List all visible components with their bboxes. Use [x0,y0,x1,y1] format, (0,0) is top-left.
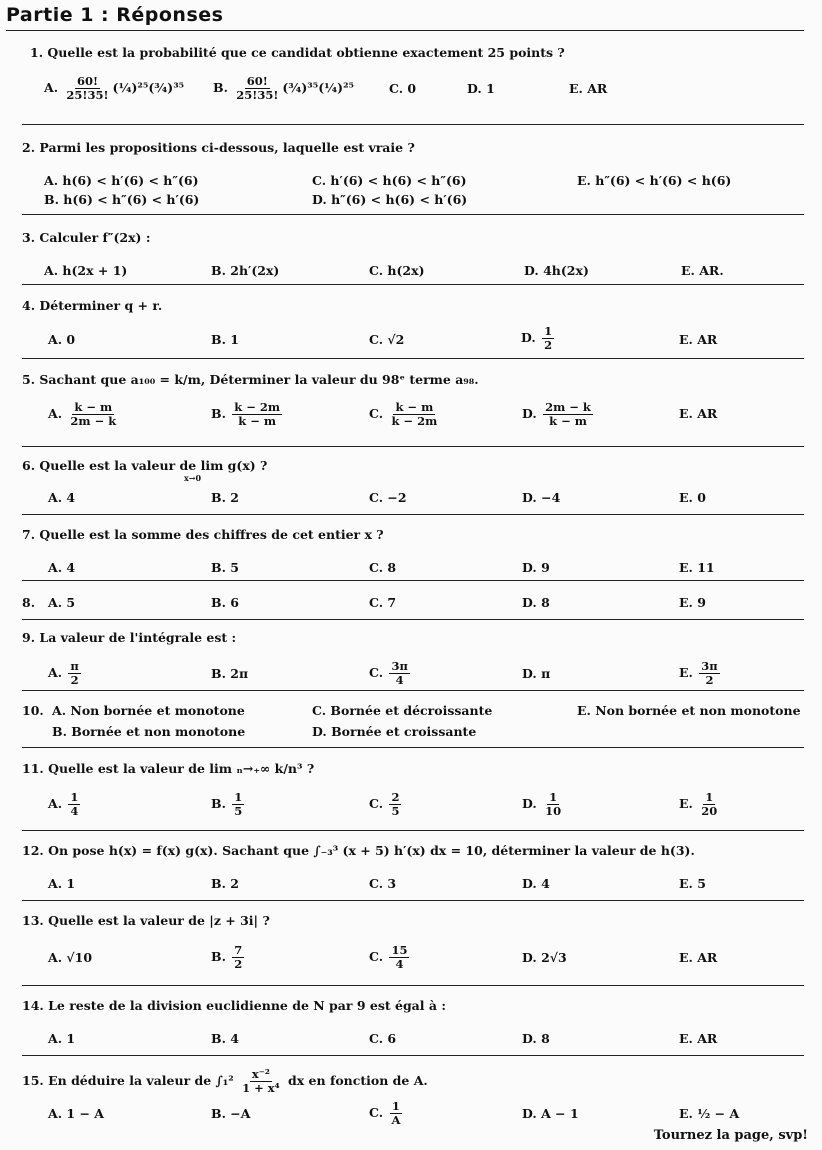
q2-option-a: A. h(6) < h′(6) < h″(6) [44,173,199,188]
q1-option-d: D. 1 [467,81,495,96]
q11-option-c [369,791,403,818]
q11-b-den: 5 [234,804,243,819]
divider [22,580,804,581]
page-title: Partie 1 : Réponses [6,4,224,26]
question-7-text: 7. Quelle est la somme des chiffres de cet entier x ? [22,527,384,542]
question-15-text [22,1068,428,1095]
q1-b-den: 25!35! [236,88,279,103]
q5-d-num: 2m − k [545,400,591,414]
q6-option-c: C. −2 [369,490,407,505]
q4-option-a: A. 0 [48,332,76,347]
q13-b-den: 2 [234,957,243,972]
q9-a-num: π [70,659,79,673]
q5-d-label: D. [522,406,537,422]
q6-lim-sub: x→0 [184,473,202,483]
q9-a-fraction [68,660,80,687]
q5-c-den: k − 2m [391,414,438,429]
q7-option-b: B. 5 [211,560,239,575]
divider [22,446,804,447]
divider [22,358,804,359]
q9-c-label: C. [369,665,384,681]
q5-a-den: 2m − k [70,414,117,429]
question-6-text [22,458,268,483]
q11-option-b [211,791,246,818]
q15-int-num: x⁻² [251,1067,270,1081]
divider [22,985,804,986]
q8-option-b: B. 6 [211,595,239,610]
q13-b-fraction [232,944,244,971]
question-5-text: 5. Sachant que a₁₀₀ = k/m, Déterminer la valeur du 98ᵉ terme a₉₈. [22,372,479,387]
q8-option-d: D. 8 [522,595,550,610]
q1-b-fraction [234,75,280,102]
question-11-text: 11. Quelle est la valeur de lim ₙ→₊∞ k/n³ ? [22,761,315,776]
q10-option-b: B. Bornée et non monotone [52,724,246,739]
q15-integrand [240,1068,282,1095]
q10-option-a: A. Non bornée et monotone [52,703,245,718]
q5-option-e: E. AR [679,406,718,421]
q14-option-d: D. 8 [522,1031,550,1046]
q2-option-e: E. h″(6) < h′(6) < h(6) [577,173,732,188]
q12-option-e: E. 5 [679,876,706,891]
divider [22,214,804,215]
divider [22,830,804,831]
q11-e-fraction [699,791,719,818]
q1-b-powers: (¾)³⁵(¼)²⁵ [282,80,355,96]
q6-option-a: A. 4 [48,490,76,505]
q7-option-e: E. 11 [679,560,715,575]
q13-c-fraction [389,944,409,971]
q13-option-e: E. AR [679,950,718,965]
q4-d-den: 2 [544,338,553,353]
q5-option-d [522,401,595,428]
q13-b-num: 7 [234,943,243,957]
q5-c-label: C. [369,406,384,422]
q4-option-c: C. √2 [369,332,405,347]
q9-option-a [48,660,83,687]
q2-option-d: D. h″(6) < h(6) < h′(6) [312,192,468,207]
q11-d-den: 10 [545,804,562,819]
divider [22,900,804,901]
q3-option-b: B. 2h′(2x) [211,263,280,278]
q1-option-c: C. 0 [389,81,417,96]
q11-c-num: 2 [391,790,400,804]
q11-e-num: 1 [705,790,714,804]
q8-number: 8. [22,595,36,610]
q9-e-label: E. [679,665,693,681]
question-4-text: 4. Déterminer q + r. [22,298,163,313]
question-12-text: 12. On pose h(x) = f(x) g(x). Sachant que ∫₋₃³ (x + 5) h′(x) dx = 10, déterminer la valeur de h(3). [22,843,695,858]
q5-d-fraction [543,401,593,428]
q9-c-fraction [389,660,409,687]
q5-option-c [369,401,441,428]
q9-option-e [679,660,722,687]
divider [22,284,804,285]
q2-option-c: C. h′(6) < h(6) < h″(6) [312,173,467,188]
q14-option-e: E. AR [679,1031,718,1046]
q1-b-label: B. [213,80,228,96]
q8-option-c: C. 7 [369,595,397,610]
q9-c-den: 4 [395,673,404,688]
q9-c-num: 3π [391,659,408,673]
q5-b-fraction [232,401,282,428]
q9-option-d: D. π [522,666,551,681]
q5-c-num: k − m [395,400,434,414]
q6-option-b: B. 2 [211,490,239,505]
q15-int-den: 1 + x⁴ [242,1081,280,1096]
q11-a-num: 1 [70,790,79,804]
q4-option-b: B. 1 [211,332,239,347]
q8-option-e: E. 9 [679,595,706,610]
q11-d-label: D. [522,796,537,812]
q10-option-d: D. Bornée et croissante [312,724,477,739]
q15-option-a: A. 1 − A [48,1106,104,1121]
q15-text-pre: 15. En déduire la valeur de ∫₁² [22,1073,234,1089]
q1-b-num: 60! [246,74,268,88]
q4-option-d [521,325,556,352]
q9-option-b: B. 2π [211,666,249,681]
question-13-text: 13. Quelle est la valeur de |z + 3i| ? [22,913,270,928]
question-14-text: 14. Le reste de la division euclidienne de N par 9 est égal à : [22,998,446,1013]
q6-text-main: 6. Quelle est la valeur de lim g(x) ? [22,458,268,473]
q15-option-d: D. A − 1 [522,1106,579,1121]
q13-b-label: B. [211,949,226,965]
q6-option-d: D. −4 [522,490,561,505]
divider [22,747,804,748]
q10-option-e: E. Non bornée et non monotone [577,703,801,718]
q11-a-label: A. [48,796,63,812]
q11-option-a [48,791,82,818]
q1-option-e: E. AR [569,81,608,96]
q1-a-label: A. [44,80,59,96]
q1-a-fraction [64,75,110,102]
q15-option-e: E. ½ − A [679,1106,740,1121]
q13-c-label: C. [369,949,384,965]
q15-c-num: 1 [391,1099,400,1113]
divider [6,30,804,31]
q13-option-a: A. √10 [48,950,93,965]
q7-option-d: D. 9 [522,560,550,575]
q11-a-den: 4 [70,804,79,819]
q11-b-fraction [232,791,244,818]
q10-number: 10. [22,703,44,718]
q14-option-b: B. 4 [211,1031,239,1046]
q4-d-fraction [542,325,554,352]
q12-option-c: C. 3 [369,876,397,891]
q11-d-fraction [543,791,563,818]
q5-b-label: B. [211,406,226,422]
question-9-text: 9. La valeur de l'intégrale est : [22,630,237,645]
q11-e-label: E. [679,796,693,812]
q15-text-post: dx en fonction de A. [288,1073,428,1089]
q15-c-fraction [389,1100,402,1127]
q3-option-a: A. h(2x + 1) [44,263,128,278]
q11-option-d [522,791,565,818]
q11-a-fraction [68,791,80,818]
question-2-text: 2. Parmi les propositions ci-dessous, laquelle est vraie ? [22,140,415,155]
q9-e-den: 2 [705,673,714,688]
q2-option-b: B. h(6) < h″(6) < h′(6) [44,192,200,207]
q12-option-a: A. 1 [48,876,76,891]
q11-b-label: B. [211,796,226,812]
q12-option-b: B. 2 [211,876,239,891]
q11-c-den: 5 [391,804,400,819]
question-3-text: 3. Calculer f″(2x) : [22,230,151,245]
q5-c-fraction [389,401,439,428]
q15-option-b: B. −A [211,1106,251,1121]
q9-e-num: 3π [701,659,718,673]
question-1-text: 1. Quelle est la probabilité que ce candidat obtienne exactement 25 points ? [30,45,565,60]
q15-option-c [369,1100,404,1127]
divider [22,619,804,620]
q1-a-powers: (¼)²⁵(¾)³⁵ [112,80,185,96]
q1-a-num: 60! [76,74,98,88]
q5-option-a [48,401,120,428]
q9-a-den: 2 [70,673,79,688]
q5-d-den: k − m [549,414,587,429]
divider [22,1055,804,1056]
q11-c-label: C. [369,796,384,812]
divider [22,514,804,515]
q4-d-num: 1 [544,324,553,338]
q4-option-e: E. AR [679,332,718,347]
q13-option-c [369,944,411,971]
q10-option-c: C. Bornée et décroissante [312,703,493,718]
q5-option-b [211,401,284,428]
q13-option-b [211,944,246,971]
q1-option-a [44,75,184,102]
q8-option-a: A. 5 [48,595,76,610]
q9-a-label: A. [48,665,63,681]
q9-option-c [369,660,412,687]
q15-c-label: C. [369,1105,384,1121]
divider [22,124,804,125]
q11-e-den: 20 [701,804,718,819]
q14-option-c: C. 6 [369,1031,397,1046]
q11-d-num: 1 [549,790,558,804]
q14-option-a: A. 1 [48,1031,76,1046]
q1-option-b [213,75,354,102]
q11-b-num: 1 [234,790,243,804]
q7-option-a: A. 4 [48,560,76,575]
q3-option-c: C. h(2x) [369,263,425,278]
q13-option-d: D. 2√3 [522,950,567,965]
q9-e-fraction [699,660,719,687]
q5-b-den: k − m [238,414,277,429]
q11-c-fraction [389,791,401,818]
divider [22,690,804,691]
q5-a-num: k − m [74,400,113,414]
q7-option-c: C. 8 [369,560,397,575]
q13-c-den: 4 [395,957,404,972]
q11-option-e [679,791,721,818]
q5-a-label: A. [48,406,63,422]
q5-b-num: k − 2m [234,400,281,414]
q6-option-e: E. 0 [679,490,706,505]
q3-option-d: D. 4h(2x) [524,263,589,278]
footer-note: Tournez la page, svp! [653,1128,808,1143]
q4-d-label: D. [521,330,536,346]
q15-c-den: A [391,1113,401,1128]
q12-option-d: D. 4 [522,876,550,891]
q1-a-den: 25!35! [66,88,109,103]
q13-c-num: 15 [391,943,408,957]
q5-a-fraction [68,401,118,428]
q3-option-e: E. AR. [681,263,724,278]
